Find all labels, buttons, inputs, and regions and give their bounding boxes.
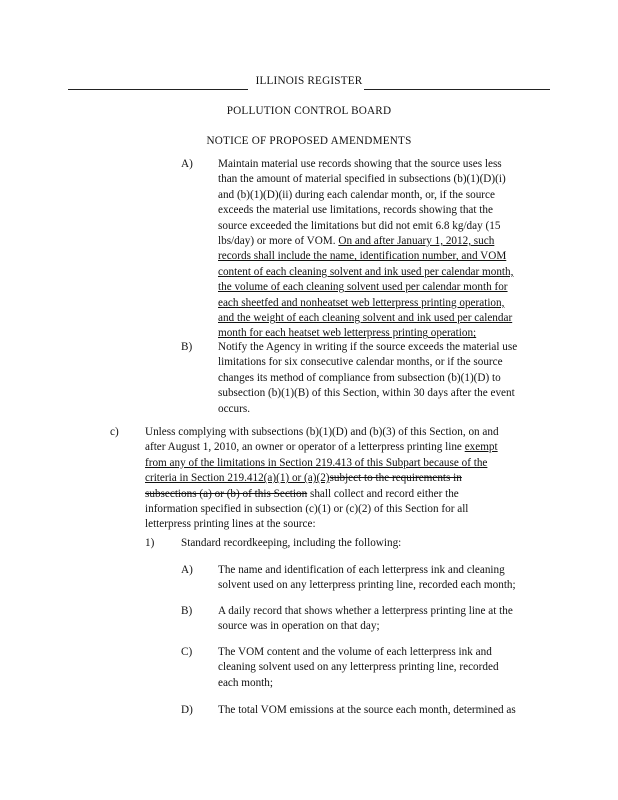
register-title: ILLINOIS REGISTER [255, 75, 363, 87]
item-label: B) [181, 605, 193, 617]
text-line: each month; [218, 676, 273, 689]
inserted-text: criteria in Section 219.412(a)(1) or (a)(2) [145, 472, 330, 485]
plain-text: Maintain material use records showing that the source uses less [218, 158, 502, 170]
plain-text: and (b)(1)(D)(ii) during each calendar month, or, if the source [218, 188, 495, 201]
inserted-text: exempt [464, 441, 498, 454]
text-line: The total VOM emissions at the source each month, determined as [218, 704, 516, 716]
text-line [218, 203, 544, 218]
text-line [145, 425, 545, 440]
inserted-text: the volume of each cleaning solvent used per calendar month for [218, 281, 508, 294]
text-line [145, 456, 545, 471]
plain-text: source exceeded the limitations but did not emit 6.8 kg/day (15 [218, 219, 501, 232]
plain-text: information specified in subsection (c)(1) or (c)(2) of this Section for all [145, 503, 469, 516]
deleted-text: subject to the requirements in [329, 472, 462, 485]
plain-text: exceeds the material use limitations, records showing that the [218, 204, 493, 217]
notice-title: NOTICE OF PROPOSED AMENDMENTS [206, 135, 412, 147]
text-line: solvent used on any letterpress printing line, recorded each month; [218, 579, 516, 592]
item-label: A) [181, 564, 193, 576]
item-label: B) [181, 341, 193, 353]
text-line: A daily record that shows whether a letterpress printing line at the [218, 605, 513, 617]
paragraph-subsection-c [145, 425, 545, 533]
text-line [145, 487, 545, 502]
inserted-text: content of each cleaning solvent and ink used per calendar month, [218, 265, 514, 278]
inserted-text: each sheetfed and nonheatset web letterpress printing operation, [218, 296, 505, 309]
text-line [145, 502, 545, 517]
inserted-text: month for each heatset web letterpress printing operation; [218, 327, 477, 340]
plain-text: lbs/day) or more of VOM. [218, 235, 339, 248]
item-label: A) [181, 158, 193, 170]
plain-text: letterpress printing lines at the source: [145, 518, 316, 531]
deleted-text: subsections (a) or (b) of this Section [145, 487, 308, 500]
inserted-text: from any of the limitations in Section 219.413 of this Subpart because of the [145, 456, 488, 469]
text-line [145, 517, 545, 532]
text-line [218, 219, 544, 234]
text-line: The name and identification of each letterpress ink and cleaning [218, 564, 505, 576]
text-line [218, 296, 544, 311]
inserted-text: records shall include the name, identification number, and VOM [218, 250, 507, 263]
paragraph-vom-content [218, 645, 544, 691]
inserted-text: and the weight of each cleaning solvent and ink used per calendar [218, 312, 513, 325]
paragraph-standard-recordkeeping: Standard recordkeeping, including the following: [181, 537, 402, 549]
text-line: cleaning solvent used on any letterpress printing line, recorded [218, 661, 499, 674]
item-label: c) [110, 426, 119, 438]
text-line: source was in operation on that day; [218, 620, 380, 633]
text-line [218, 280, 544, 295]
text-line [218, 234, 544, 249]
text-line [218, 311, 544, 326]
paragraph-notify-agency [218, 340, 544, 417]
paragraph-total-vom [218, 703, 544, 718]
text-line [145, 471, 545, 486]
board-title: POLLUTION CONTROL BOARD [226, 105, 392, 117]
paragraph-daily-record [218, 604, 544, 635]
text-line [218, 188, 544, 203]
paragraph-ink-names [218, 563, 544, 594]
plain-text: Unless complying with subsections (b)(1)(D) and (b)(3) of this Section, on and [145, 426, 499, 438]
text-line: The VOM content and the volume of each letterpress ink and [218, 646, 492, 658]
text-line [218, 249, 544, 264]
item-label: D) [181, 704, 193, 716]
item-label: C) [181, 646, 193, 658]
inserted-text: On and after January 1, 2012, such [338, 235, 495, 248]
text-line [218, 265, 544, 280]
text-line: subsection (b)(1)(B) of this Section, within 30 days after the event [218, 387, 515, 400]
text-line: Notify the Agency in writing if the source exceeds the material use [218, 341, 518, 353]
text-line [145, 440, 545, 455]
text-line: limitations for six consecutive calendar months, or if the source [218, 356, 503, 369]
text-line: changes its method of compliance from subsection (b)(1)(D) to [218, 371, 501, 384]
paragraph-material-records [218, 157, 544, 342]
item-label: 1) [145, 537, 155, 549]
plain-text: shall collect and record either the [307, 487, 459, 500]
text-line [218, 157, 544, 172]
plain-text: after August 1, 2010, an owner or operator of a letterpress printing line [145, 441, 465, 454]
text-line: occurs. [218, 402, 250, 415]
plain-text: than the amount of material specified in subsections (b)(1)(D)(i) [218, 173, 506, 186]
text-line [218, 172, 544, 187]
